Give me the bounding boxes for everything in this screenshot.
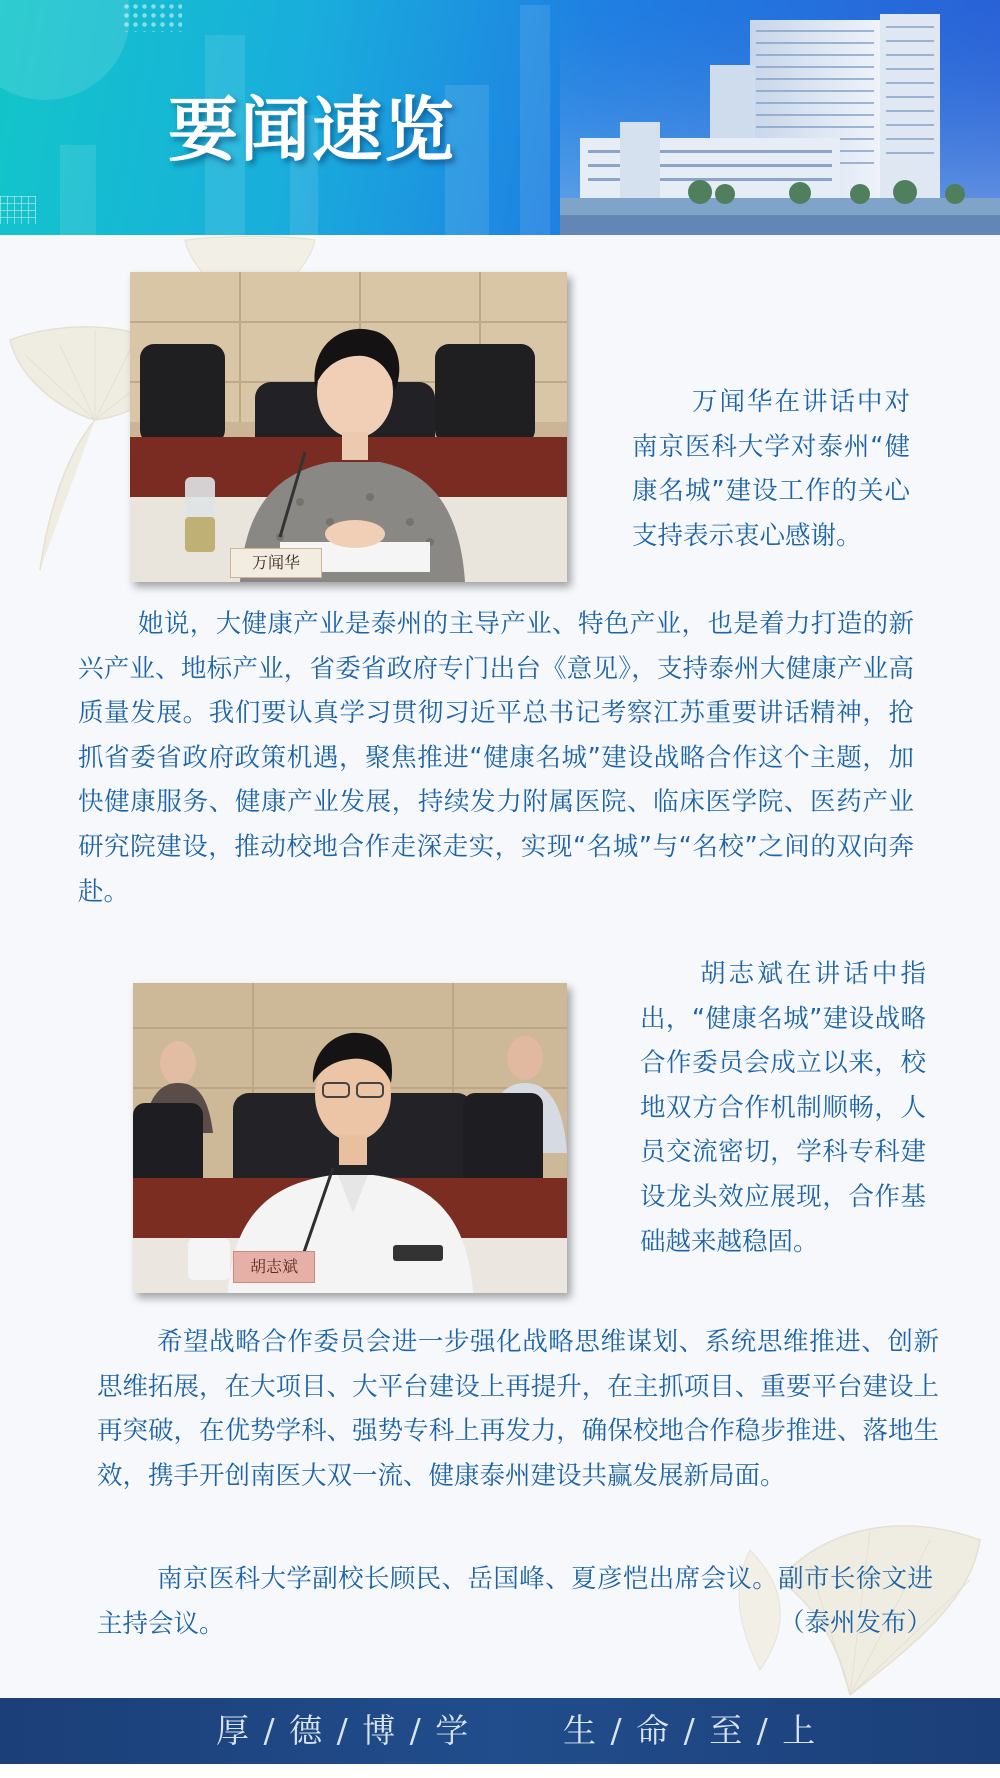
photo-illustration: [133, 983, 567, 1293]
decorative-bar: [520, 5, 550, 235]
nameplate: 胡志斌: [233, 1251, 315, 1283]
page-title: 要闻速览: [168, 88, 456, 171]
decorative-dots: [122, 2, 182, 32]
nameplate: 万闻华: [230, 548, 322, 578]
photo-hu-zhibin: [133, 983, 567, 1293]
motto-left: 厚 / 德 / 博 / 学: [216, 1711, 471, 1750]
paragraph-5: 南京医科大学副校长顾民、岳国峰、夏彦恺出席会议。副市长徐文进主持会议。: [97, 1564, 933, 1639]
decorative-bar: [60, 145, 96, 235]
footer-banner: [0, 1698, 1000, 1764]
hospital-building-image: [560, 10, 1000, 235]
photo-wan-wenhua: [130, 272, 567, 582]
header-banner: [0, 0, 1000, 235]
footer-strip: [0, 1764, 1000, 1778]
source-credit: （泰州发布）: [778, 1608, 932, 1638]
paragraph-4: 希望战略合作委员会进一步强化战略思维谋划、系统思维推进、创新思维拓展，在大项目、大平台建设上再提升，在主抓项目、重要平台建设上再突破，在优势学科、强势专科上再发力，确保校地合作稳步推进、落地生效，携手开创南医大双一流、健康泰州建设共赢发展新局面。: [97, 1327, 939, 1491]
decorative-circle: [0, 0, 130, 100]
photo-illustration: [130, 272, 567, 582]
paragraph-1: 万闻华在讲话中对南京医科大学对泰州“健康名城”建设工作的关心支持表示衷心感谢。: [632, 387, 910, 551]
decorative-grid: [0, 196, 36, 224]
paragraph-3: 胡志斌在讲话中指出，“健康名城”建设战略合作委员会成立以来，校地双方合作机制顺畅，人员交流密切，学科专科建设龙头效应展现，合作基础越来越稳固。: [640, 959, 926, 1257]
motto-right: 生 / 命 / 至 / 上: [563, 1711, 818, 1750]
paragraph-2: 她说，大健康产业是泰州的主导产业、特色产业，也是着力打造的新兴产业、地标产业，省委省政府专门出台《意见》，支持泰州大健康产业高质量发展。我们要认真学习贯彻习近平总书记考察江苏重要讲话精神，抢抓省委省政府政策机遇，聚焦推进“健康名城”建设战略合作这个主题，加快健康服务、健康产业发展，持续发力附属医院、临床医学院、医药产业研究院建设，推动校地合作走深走实，实现“名城”与“名校”之间的双向奔赴。: [78, 609, 914, 907]
